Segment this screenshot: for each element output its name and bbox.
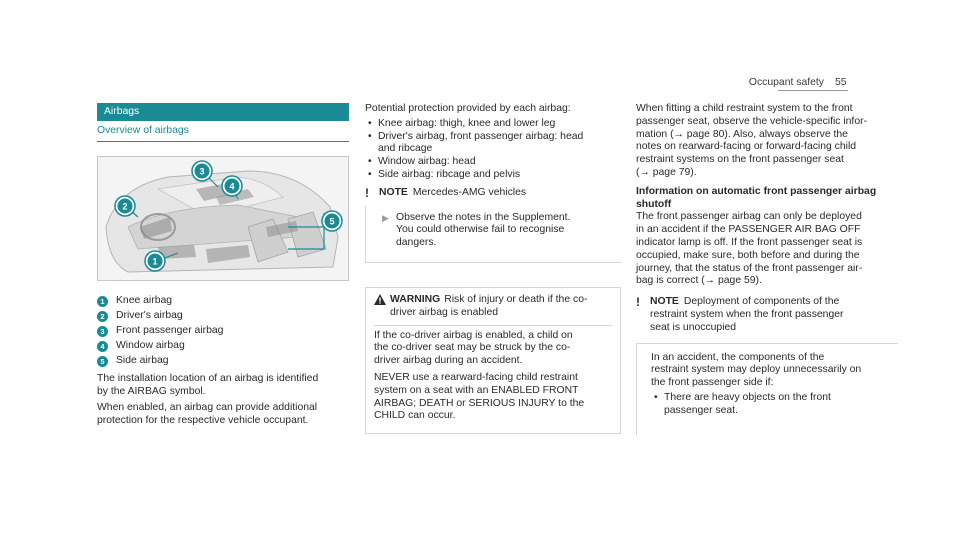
warning-title — [390, 294, 587, 320]
page-number: 55 — [835, 77, 847, 88]
legend-label: Front passenger airbag — [116, 324, 224, 336]
text-line: notes on rearward-facing or forward-facing child — [636, 141, 857, 153]
text-line: (→ page 79). — [636, 166, 697, 178]
text-line: driver airbag is enabled — [390, 306, 499, 318]
note-label: NOTE — [379, 186, 408, 198]
text-line: AIRBAG; DEATH or SERIOUS INJURY to the — [374, 397, 585, 409]
protection-intro: Potential protection provided by each airbag: — [365, 103, 571, 114]
text-line: CHILD can occur. — [374, 410, 456, 422]
list-item-text: Side airbag: ribcage and pelvis — [378, 168, 521, 180]
legend-item — [97, 324, 349, 339]
text-line: Risk of injury or death if the co- — [444, 293, 588, 305]
svg-text:5: 5 — [329, 216, 335, 227]
shutoff-paragraph — [636, 211, 898, 288]
protection-paragraph — [97, 402, 349, 428]
callout-number: 4 — [97, 341, 108, 352]
text-line: Information on automatic front passenger airbag — [636, 185, 877, 197]
legend-label: Knee airbag — [116, 294, 173, 306]
callout-number: 3 — [97, 326, 108, 337]
text-line: When enabled, an airbag can provide additional — [97, 402, 318, 414]
text-line: passenger seat, observe the vehicle-specific infor- — [636, 115, 868, 127]
list-item-text: passenger seat. — [664, 404, 738, 416]
note-amg — [365, 187, 621, 200]
text-line: system on a seat with an ENABLED FRONT — [374, 384, 579, 396]
callout-number: 5 — [97, 356, 108, 367]
warning-paragraph — [374, 330, 612, 368]
warning-box — [365, 287, 621, 434]
airbag-overview-illustration — [97, 156, 349, 281]
list-item-text: Driver's airbag, front passenger airbag: head — [378, 130, 584, 142]
note-title: Mercedes-AMG vehicles — [412, 186, 527, 198]
text-line: If the co-driver airbag is enabled, a child on — [374, 329, 573, 341]
list-item — [365, 118, 621, 131]
text-line: by the AIRBAG symbol. — [97, 385, 206, 397]
text-line: seat is unoccupied — [650, 321, 737, 333]
exclamation-icon: ! — [636, 295, 640, 310]
play-arrow-icon: ▶ — [382, 212, 389, 223]
callout-legend — [97, 294, 349, 369]
text-line: Deployment of components of the — [683, 296, 840, 308]
text-line: journey, that the status of the front passenger air- — [636, 262, 863, 274]
list-item — [365, 131, 621, 157]
warning-header — [374, 294, 612, 320]
section-title: Airbags — [97, 103, 349, 121]
svg-text:4: 4 — [229, 181, 235, 192]
installation-paragraph — [97, 373, 349, 399]
info-heading — [636, 186, 898, 212]
condition-list — [651, 392, 898, 418]
list-item — [651, 392, 898, 418]
text-line: NEVER use a rearward-facing child restraint — [374, 371, 578, 383]
text-line: the co-driver seat may be struck by the co- — [374, 342, 571, 354]
action-item — [382, 212, 621, 250]
text-line: shutoff — [636, 198, 672, 210]
note-deployment-body — [636, 343, 898, 435]
text-line: the front passenger side if: — [651, 377, 774, 389]
list-item — [365, 156, 621, 169]
text-line: indicator lamp is off. If the front passenger seat is — [636, 236, 863, 248]
text-line: dangers. — [396, 237, 437, 249]
text-line: driver airbag during an accident. — [374, 355, 523, 367]
note-header — [636, 296, 898, 334]
warning-body — [374, 325, 612, 424]
protection-list — [365, 118, 621, 182]
subsection-title: Overview of airbags — [97, 125, 349, 142]
text-line: restraint system when the front passenger — [650, 308, 844, 320]
running-title: Occupant safety — [748, 77, 824, 88]
legend-item — [97, 294, 349, 309]
car-interior-drawing — [98, 157, 349, 281]
header-rule — [778, 90, 848, 91]
column-middle — [365, 103, 621, 434]
text-line: protection for the respective vehicle occupant. — [97, 415, 309, 427]
text-line: bag is correct (→ page 59). — [636, 275, 762, 287]
legend-label: Driver's airbag — [116, 309, 183, 321]
text-line: When fitting a child restraint system to the front — [636, 103, 853, 114]
svg-text:1: 1 — [152, 256, 158, 267]
action-text — [396, 212, 570, 250]
note-deployment — [636, 296, 898, 434]
legend-item — [97, 339, 349, 354]
text-line: Observe the notes in the Supplement. — [396, 211, 571, 223]
exclamation-icon: ! — [365, 185, 369, 200]
note-title — [650, 296, 843, 334]
note-label: NOTE — [650, 296, 679, 308]
list-item-text: Knee airbag: thigh, knee and lower leg — [378, 117, 556, 129]
note-paragraph — [651, 352, 898, 390]
text-line: restraint system may deploy unnecessarily on — [651, 364, 862, 376]
list-item-text: and ribcage — [378, 143, 433, 155]
legend-item — [97, 309, 349, 324]
list-item-text: Window airbag: head — [378, 156, 476, 168]
text-line: The front passenger airbag can only be deployed — [636, 211, 862, 223]
legend-label: Window airbag — [116, 339, 185, 351]
list-item-text: There are heavy objects on the front — [664, 391, 831, 403]
callout-number: 2 — [97, 311, 108, 322]
text-line: mation (→ page 80). Also, always observe the — [636, 128, 848, 140]
text-line: The installation location of an airbag is identified — [97, 372, 319, 384]
list-item — [365, 169, 621, 182]
column-right — [636, 103, 898, 435]
warning-triangle-icon — [374, 294, 390, 310]
note-amg-body — [365, 206, 621, 263]
text-line: In an accident, the components of the — [651, 351, 825, 363]
text-line: in an accident if the PASSENGER AIR BAG OFF — [636, 224, 861, 236]
text-line: You could otherwise fail to recognise — [396, 224, 565, 236]
text-line: occupied, make sure, both before and during the — [636, 249, 860, 261]
legend-item — [97, 354, 349, 369]
column-left — [97, 103, 349, 428]
svg-text:3: 3 — [199, 166, 205, 177]
text-line: restraint systems on the front passenger seat — [636, 154, 844, 166]
warning-label: WARNING — [390, 293, 441, 305]
svg-text:2: 2 — [122, 201, 128, 212]
callout-number: 1 — [97, 296, 108, 307]
legend-label: Side airbag — [116, 354, 169, 366]
warning-paragraph — [374, 372, 612, 423]
child-restraint-paragraph — [636, 103, 898, 180]
